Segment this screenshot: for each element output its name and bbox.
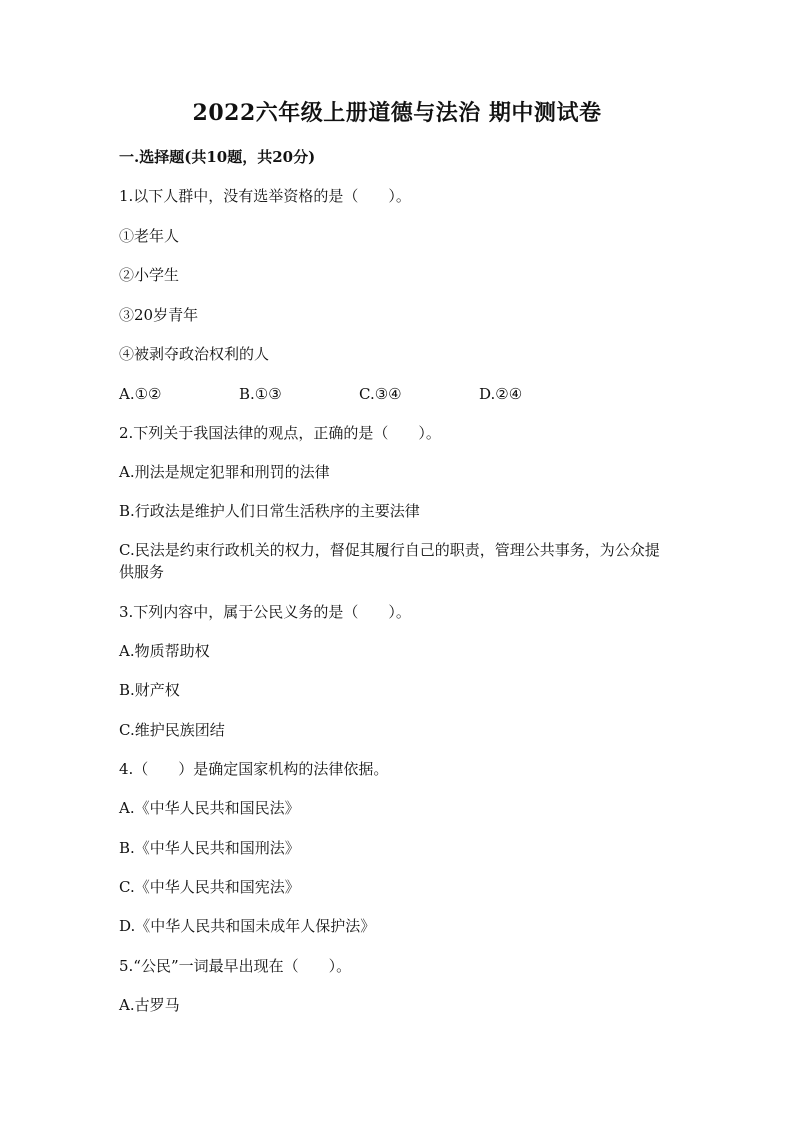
question-2-stem: 2.下列关于我国法律的观点，正确的是（ ）。 bbox=[119, 424, 441, 442]
question-4-option-c: C.《中华人民共和国宪法》 bbox=[119, 878, 300, 896]
section-heading: 一.选择题(共10题，共20分) bbox=[119, 148, 316, 166]
question-4-option-d: D.《中华人民共和国未成年人保护法》 bbox=[119, 917, 376, 935]
question-2-option-b: B.行政法是维护人们日常生活秩序的主要法律 bbox=[119, 502, 420, 520]
question-3-stem: 3.下列内容中，属于公民义务的是（ ）。 bbox=[119, 603, 411, 621]
question-1-option-c: C.③④ bbox=[359, 385, 402, 403]
question-1-item-4: ④被剥夺政治权利的人 bbox=[119, 345, 270, 363]
question-1-item-2: ②小学生 bbox=[119, 266, 180, 284]
question-1-option-b: B.①③ bbox=[239, 385, 282, 403]
question-2-option-c: C.民法是约束行政机关的权力，督促其履行自己的职责，管理公共事务，为公众提供服务 bbox=[119, 541, 660, 581]
question-3-option-b: B.财产权 bbox=[119, 681, 180, 699]
question-3-option-a: A.物质帮助权 bbox=[119, 642, 210, 660]
question-1-options bbox=[119, 383, 679, 405]
question-4-option-b: B.《中华人民共和国刑法》 bbox=[119, 839, 300, 857]
question-1-option-a: A.①② bbox=[119, 385, 162, 403]
question-1-item-3: ③20岁青年 bbox=[119, 306, 199, 324]
question-5-stem: 5.“公民”一词最早出现在（ ）。 bbox=[119, 957, 352, 975]
question-3-option-c: C.维护民族团结 bbox=[119, 721, 225, 739]
question-4-stem: 4.（ ）是确定国家机构的法律依据。 bbox=[119, 760, 389, 778]
question-1-stem: 1.以下人群中，没有选举资格的是（ ）。 bbox=[119, 187, 411, 205]
question-4-option-a: A.《中华人民共和国民法》 bbox=[119, 799, 300, 817]
exam-title: 2022六年级上册道德与法治 期中测试卷 bbox=[192, 100, 602, 126]
question-2-option-a: A.刑法是规定犯罪和刑罚的法律 bbox=[119, 463, 330, 481]
question-5-option-a: A.古罗马 bbox=[119, 996, 180, 1014]
question-1-option-d: D.②④ bbox=[479, 385, 523, 403]
question-1-item-1: ①老年人 bbox=[119, 227, 180, 245]
